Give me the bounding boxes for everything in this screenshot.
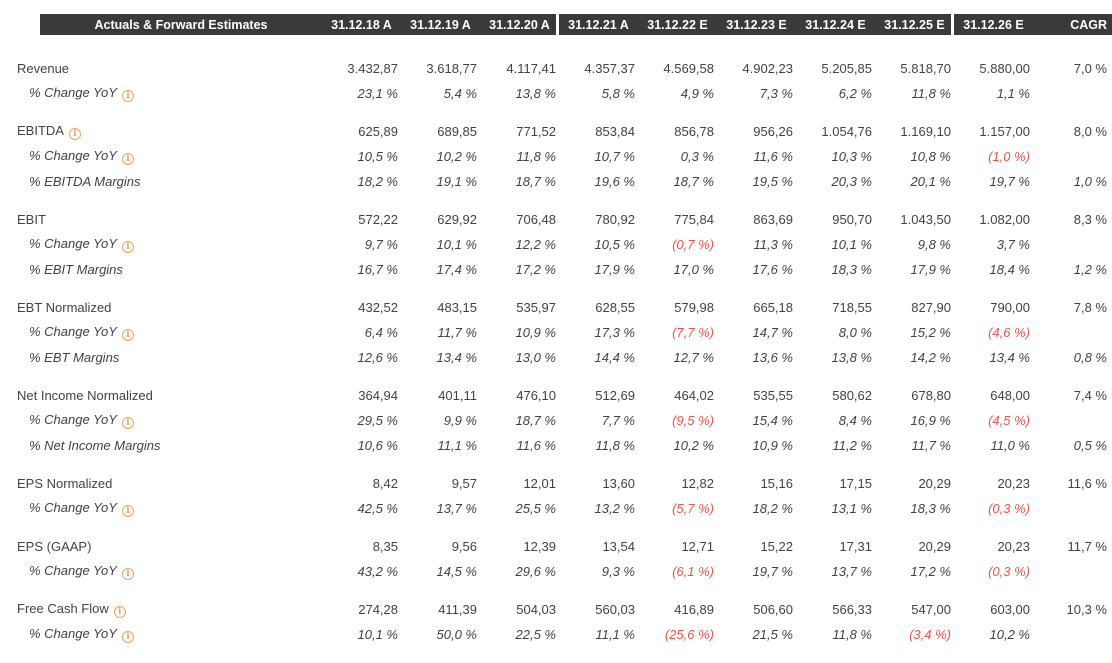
value-cell: 10,1 % — [831, 237, 872, 252]
value-cell: 504,03 — [516, 602, 556, 617]
metric-label-text: EBITDA — [17, 123, 64, 138]
info-icon[interactable]: i — [122, 505, 134, 517]
value-cell: 8,4 % — [838, 413, 872, 428]
table-row — [0, 81, 1112, 106]
sub-metric-label — [0, 232, 322, 257]
value-cell: 827,90 — [911, 300, 951, 315]
value-cell: 572,22 — [358, 212, 398, 227]
value-cell: 432,52 — [358, 300, 398, 315]
value-cell: 780,92 — [595, 212, 635, 227]
value-cell: 11,2 % — [832, 438, 872, 453]
value-cell: 29,6 % — [515, 564, 556, 579]
spacer-row — [0, 584, 1112, 597]
value-cell: 18,2 % — [752, 501, 793, 516]
value-cell: 4.902,23 — [742, 61, 793, 76]
value-cell: 5,8 % — [601, 86, 635, 101]
value-cell: 43,2 % — [357, 564, 398, 579]
sub-metric-label — [0, 81, 322, 106]
table-row — [0, 119, 1112, 144]
value-cell: 18,7 % — [673, 174, 714, 189]
value-cell: 3.618,77 — [426, 61, 477, 76]
value-cell: 464,02 — [674, 388, 714, 403]
sub-metric-label — [0, 144, 322, 169]
value-cell: 14,5 % — [436, 564, 477, 579]
table-title: Actuals & Forward Estimates — [0, 14, 322, 35]
metric-label-text: % Change YoY — [29, 324, 117, 339]
cagr-cell — [1033, 496, 1112, 521]
value-cell: 12,01 — [523, 476, 556, 491]
info-icon[interactable]: i — [114, 606, 126, 618]
value-cell: 17,4 % — [436, 262, 477, 277]
spacer-cell — [0, 35, 1112, 56]
info-icon[interactable]: i — [122, 329, 134, 341]
spacer-row — [0, 458, 1112, 471]
value-cell: 12,2 % — [515, 237, 556, 252]
value-cell: 560,03 — [595, 602, 635, 617]
value-cell: 19,5 % — [752, 174, 793, 189]
spacer-row — [0, 194, 1112, 207]
sub-metric-label — [0, 320, 322, 345]
spacer-cell — [0, 458, 1112, 471]
table-row — [0, 559, 1112, 584]
cagr-cell: 8,0 % — [1073, 124, 1107, 139]
metric-label-text: % Change YoY — [29, 148, 117, 163]
cagr-cell: 8,3 % — [1073, 212, 1107, 227]
value-cell: (0,3 %) — [988, 501, 1030, 516]
value-cell: 790,00 — [990, 300, 1030, 315]
value-cell: 20,23 — [997, 539, 1030, 554]
value-cell: 11,8 % — [595, 438, 635, 453]
value-cell: 8,0 % — [838, 325, 872, 340]
value-cell: 20,29 — [918, 476, 951, 491]
value-cell: 11,6 % — [516, 438, 556, 453]
value-cell: 535,55 — [753, 388, 793, 403]
sub-metric-label — [0, 408, 322, 433]
metric-label-text: % Change YoY — [29, 626, 117, 641]
value-cell: 11,3 % — [753, 237, 793, 252]
cagr-cell — [1033, 320, 1112, 345]
metric-label-text: % Change YoY — [29, 412, 117, 427]
value-cell: 547,00 — [911, 602, 951, 617]
value-cell: 25,5 % — [515, 501, 556, 516]
spacer-cell — [0, 106, 1112, 119]
metric-label-text: Net Income Normalized — [17, 388, 153, 403]
value-cell: 775,84 — [674, 212, 714, 227]
sub-metric-label — [0, 257, 322, 282]
value-cell: 7,7 % — [601, 413, 635, 428]
value-cell: (1,0 %) — [988, 149, 1030, 164]
value-cell: 678,80 — [911, 388, 951, 403]
spacer-row — [0, 521, 1112, 534]
value-cell: 9,57 — [451, 476, 477, 491]
metric-label-text: % Change YoY — [29, 563, 117, 578]
value-cell: 956,26 — [753, 124, 793, 139]
value-cell: 11,8 % — [832, 627, 872, 642]
spacer-cell — [0, 282, 1112, 295]
info-icon[interactable]: i — [122, 241, 134, 253]
value-cell: 14,7 % — [752, 325, 793, 340]
cagr-cell: 1,2 % — [1073, 262, 1107, 277]
value-cell: 17,31 — [839, 539, 872, 554]
cagr-cell — [1033, 559, 1112, 584]
value-cell: 411,39 — [438, 602, 477, 617]
column-header-31-12-26-e: 31.12.26 E — [954, 14, 1033, 35]
value-cell: 50,0 % — [436, 627, 477, 642]
table-row — [0, 320, 1112, 345]
value-cell: 15,16 — [760, 476, 793, 491]
value-cell: 6,2 % — [838, 86, 872, 101]
value-cell: 20,29 — [918, 539, 951, 554]
cagr-cell: 7,0 % — [1073, 61, 1107, 76]
metric-label-text: % Change YoY — [29, 85, 117, 100]
metric-label-text: EBIT — [17, 212, 46, 227]
info-icon[interactable]: i — [122, 90, 134, 102]
table-row — [0, 56, 1112, 81]
value-cell: 20,1 % — [910, 174, 951, 189]
value-cell: 1.043,50 — [900, 212, 951, 227]
metric-label-text: EPS Normalized — [17, 476, 113, 491]
value-cell: 11,0 % — [990, 438, 1030, 453]
value-cell: 18,2 % — [357, 174, 398, 189]
metric-label-text: % Net Income Margins — [29, 438, 161, 453]
value-cell: (5,7 %) — [672, 501, 714, 516]
info-icon[interactable]: i — [122, 568, 134, 580]
column-header-31-12-22-e: 31.12.22 E — [638, 14, 717, 35]
table-row — [0, 295, 1112, 320]
metric-label-text: % EBIT Margins — [29, 262, 123, 277]
value-cell: 12,6 % — [357, 350, 398, 365]
table-row — [0, 471, 1112, 496]
metric-label-text: EPS (GAAP) — [17, 539, 92, 554]
value-cell: 1.054,76 — [821, 124, 872, 139]
value-cell: 1,1 % — [996, 86, 1030, 101]
metric-label — [0, 119, 322, 144]
value-cell: 11,1 % — [437, 438, 477, 453]
value-cell: 718,55 — [832, 300, 872, 315]
value-cell: 10,2 % — [436, 149, 477, 164]
value-cell: 12,7 % — [673, 350, 714, 365]
value-cell: 7,3 % — [759, 86, 793, 101]
financials-estimates-table — [0, 14, 1112, 647]
value-cell: 18,7 % — [515, 413, 556, 428]
value-cell: 11,7 % — [911, 438, 951, 453]
value-cell: 19,6 % — [594, 174, 635, 189]
value-cell: 13,7 % — [831, 564, 872, 579]
cagr-cell: 0,8 % — [1073, 350, 1107, 365]
value-cell: 579,98 — [674, 300, 714, 315]
value-cell: 535,97 — [516, 300, 556, 315]
value-cell: (25,6 %) — [664, 627, 714, 642]
value-cell: 950,70 — [832, 212, 872, 227]
spacer-cell — [0, 521, 1112, 534]
value-cell: 12,71 — [681, 539, 714, 554]
value-cell: 13,8 % — [831, 350, 872, 365]
value-cell: 274,28 — [358, 602, 398, 617]
value-cell: 1.169,10 — [900, 124, 951, 139]
value-cell: 17,0 % — [673, 262, 714, 277]
value-cell: 665,18 — [753, 300, 793, 315]
value-cell: 17,9 % — [594, 262, 635, 277]
metric-label — [0, 207, 322, 232]
value-cell: (0,3 %) — [988, 564, 1030, 579]
cagr-cell: 7,8 % — [1073, 300, 1107, 315]
table-row — [0, 232, 1112, 257]
table-header-row — [0, 14, 1112, 35]
value-cell: 17,2 % — [910, 564, 951, 579]
metric-label-text: Free Cash Flow — [17, 601, 109, 616]
value-cell: 8,35 — [372, 539, 398, 554]
value-cell: 401,11 — [438, 388, 477, 403]
table-row — [0, 345, 1112, 370]
sub-metric-label — [0, 496, 322, 521]
value-cell: 10,5 % — [594, 237, 635, 252]
value-cell: 21,5 % — [752, 627, 793, 642]
info-icon[interactable]: i — [122, 631, 134, 643]
value-cell: 18,3 % — [910, 501, 951, 516]
spacer-cell — [0, 370, 1112, 383]
value-cell: 476,10 — [516, 388, 556, 403]
info-icon[interactable]: i — [122, 417, 134, 429]
value-cell: 10,1 % — [436, 237, 477, 252]
column-header-31-12-23-e: 31.12.23 E — [717, 14, 796, 35]
spacer-cell — [0, 194, 1112, 207]
value-cell: 12,39 — [523, 539, 556, 554]
info-icon[interactable]: i — [122, 153, 134, 165]
metric-label-text: % Change YoY — [29, 500, 117, 515]
value-cell: 10,3 % — [831, 149, 872, 164]
value-cell: 10,2 % — [989, 627, 1030, 642]
value-cell: 10,7 % — [594, 149, 635, 164]
column-header-31-12-20-a: 31.12.20 A — [480, 14, 559, 35]
value-cell: 10,2 % — [673, 438, 714, 453]
metric-label — [0, 471, 322, 496]
value-cell: 364,94 — [358, 388, 398, 403]
value-cell: 13,8 % — [515, 86, 556, 101]
value-cell: 10,9 % — [752, 438, 793, 453]
metric-label — [0, 383, 322, 408]
table-row — [0, 144, 1112, 169]
value-cell: (6,1 %) — [672, 564, 714, 579]
value-cell: 10,9 % — [515, 325, 556, 340]
spacer-cell — [0, 584, 1112, 597]
value-cell: 1.082,00 — [979, 212, 1030, 227]
value-cell: 20,3 % — [831, 174, 872, 189]
value-cell: 13,0 % — [515, 350, 556, 365]
value-cell: 603,00 — [990, 602, 1030, 617]
value-cell: 863,69 — [753, 212, 793, 227]
value-cell: 3.432,87 — [347, 61, 398, 76]
table-row — [0, 408, 1112, 433]
value-cell: 5.205,85 — [821, 61, 872, 76]
value-cell: 42,5 % — [357, 501, 398, 516]
sub-metric-label — [0, 169, 322, 194]
table-row — [0, 169, 1112, 194]
value-cell: 19,7 % — [989, 174, 1030, 189]
value-cell: 566,33 — [832, 602, 872, 617]
value-cell: 23,1 % — [357, 86, 398, 101]
value-cell: 856,78 — [674, 124, 714, 139]
cagr-cell: 11,6 % — [1067, 476, 1107, 491]
column-header-31-12-19-a: 31.12.19 A — [401, 14, 480, 35]
value-cell: 8,42 — [372, 476, 398, 491]
value-cell: 0,3 % — [680, 149, 714, 164]
value-cell: 10,6 % — [357, 438, 398, 453]
value-cell: 18,4 % — [989, 262, 1030, 277]
value-cell: 4.117,41 — [506, 61, 556, 76]
value-cell: 628,55 — [595, 300, 635, 315]
value-cell: 18,7 % — [515, 174, 556, 189]
value-cell: 9,7 % — [364, 237, 398, 252]
column-header-31-12-21-a: 31.12.21 A — [559, 14, 638, 35]
metric-label — [0, 534, 322, 559]
value-cell: 19,1 % — [436, 174, 477, 189]
value-cell: 6,4 % — [364, 325, 398, 340]
value-cell: 13,1 % — [831, 501, 872, 516]
cagr-cell — [1033, 408, 1112, 433]
table-row — [0, 622, 1112, 647]
value-cell: 15,4 % — [752, 413, 793, 428]
value-cell: 10,8 % — [910, 149, 951, 164]
value-cell: 625,89 — [358, 124, 398, 139]
sub-metric-label — [0, 433, 322, 458]
spacer-row — [0, 282, 1112, 295]
value-cell: 13,2 % — [594, 501, 635, 516]
metric-label-text: EBT Normalized — [17, 300, 112, 315]
column-header-cagr: CAGR — [1033, 14, 1112, 35]
sub-metric-label — [0, 622, 322, 647]
value-cell: (0,7 %) — [672, 237, 714, 252]
value-cell: 10,1 % — [357, 627, 398, 642]
metric-label — [0, 56, 322, 81]
table-row — [0, 597, 1112, 622]
value-cell: 12,82 — [681, 476, 714, 491]
metric-label-text: % EBITDA Margins — [29, 174, 141, 189]
value-cell: 5.818,70 — [900, 61, 951, 76]
value-cell: 11,1 % — [595, 627, 635, 642]
cagr-cell: 11,7 % — [1067, 539, 1107, 554]
value-cell: 17,15 — [839, 476, 872, 491]
info-icon[interactable]: i — [69, 128, 81, 140]
value-cell: 18,3 % — [831, 262, 872, 277]
cagr-cell — [1033, 144, 1112, 169]
table-row — [0, 257, 1112, 282]
value-cell: 648,00 — [990, 388, 1030, 403]
value-cell: 22,5 % — [515, 627, 556, 642]
cagr-cell: 1,0 % — [1073, 174, 1107, 189]
value-cell: (9,5 %) — [672, 413, 714, 428]
metric-label-text: % EBT Margins — [29, 350, 120, 365]
value-cell: 17,9 % — [910, 262, 951, 277]
value-cell: 13,6 % — [752, 350, 793, 365]
value-cell: 580,62 — [832, 388, 872, 403]
value-cell: 706,48 — [516, 212, 556, 227]
cagr-cell: 7,4 % — [1073, 388, 1107, 403]
value-cell: 16,7 % — [357, 262, 398, 277]
value-cell: 1.157,00 — [979, 124, 1030, 139]
value-cell: 9,56 — [451, 539, 477, 554]
value-cell: 14,4 % — [594, 350, 635, 365]
metric-label — [0, 295, 322, 320]
value-cell: 17,3 % — [594, 325, 635, 340]
value-cell: (3,4 %) — [909, 627, 951, 642]
value-cell: 13,54 — [602, 539, 635, 554]
value-cell: 506,60 — [753, 602, 793, 617]
cagr-cell: 0,5 % — [1073, 438, 1107, 453]
value-cell: 5,4 % — [443, 86, 477, 101]
value-cell: 19,7 % — [752, 564, 793, 579]
value-cell: 11,8 % — [516, 149, 556, 164]
cagr-cell: 10,3 % — [1066, 602, 1107, 617]
table-row — [0, 207, 1112, 232]
column-header-31-12-24-e: 31.12.24 E — [796, 14, 875, 35]
table-row — [0, 433, 1112, 458]
value-cell: 4,9 % — [680, 86, 714, 101]
value-cell: 13,7 % — [436, 501, 477, 516]
cagr-cell — [1033, 622, 1112, 647]
value-cell: 17,2 % — [515, 262, 556, 277]
metric-label-text: Revenue — [17, 61, 70, 76]
value-cell: 15,2 % — [910, 325, 951, 340]
table-row — [0, 534, 1112, 559]
value-cell: 16,9 % — [910, 413, 951, 428]
value-cell: 13,4 % — [436, 350, 477, 365]
table-row — [0, 383, 1112, 408]
value-cell: 20,23 — [997, 476, 1030, 491]
value-cell: 512,69 — [595, 388, 635, 403]
value-cell: 771,52 — [516, 124, 556, 139]
value-cell: 4.569,58 — [663, 61, 714, 76]
value-cell: 10,5 % — [357, 149, 398, 164]
column-header-31-12-18-a: 31.12.18 A — [322, 14, 401, 35]
value-cell: 416,89 — [674, 602, 714, 617]
value-cell: 9,8 % — [917, 237, 951, 252]
value-cell: (4,6 %) — [988, 325, 1030, 340]
value-cell: 13,4 % — [989, 350, 1030, 365]
metric-label — [0, 597, 322, 622]
value-cell: 11,6 % — [753, 149, 793, 164]
spacer-row — [0, 106, 1112, 119]
column-header-31-12-25-e: 31.12.25 E — [875, 14, 954, 35]
spacer-row — [0, 35, 1112, 56]
value-cell: 9,9 % — [443, 413, 477, 428]
value-cell: 629,92 — [437, 212, 477, 227]
sub-metric-label — [0, 345, 322, 370]
sub-metric-label — [0, 559, 322, 584]
metric-label-text: % Change YoY — [29, 236, 117, 251]
table-row — [0, 496, 1112, 521]
value-cell: 9,3 % — [601, 564, 635, 579]
value-cell: 5.880,00 — [979, 61, 1030, 76]
value-cell: 689,85 — [437, 124, 477, 139]
value-cell: (7,7 %) — [672, 325, 714, 340]
value-cell: 3,7 % — [996, 237, 1030, 252]
cagr-cell — [1033, 232, 1112, 257]
spacer-row — [0, 370, 1112, 383]
value-cell: (4,5 %) — [988, 413, 1030, 428]
value-cell: 11,7 % — [437, 325, 477, 340]
value-cell: 4.357,37 — [584, 61, 635, 76]
value-cell: 483,15 — [437, 300, 477, 315]
value-cell: 13,60 — [602, 476, 635, 491]
value-cell: 14,2 % — [910, 350, 951, 365]
value-cell: 15,22 — [760, 539, 793, 554]
value-cell: 17,6 % — [752, 262, 793, 277]
value-cell: 29,5 % — [357, 413, 398, 428]
value-cell: 11,8 % — [911, 86, 951, 101]
cagr-cell — [1033, 81, 1112, 106]
value-cell: 853,84 — [595, 124, 635, 139]
